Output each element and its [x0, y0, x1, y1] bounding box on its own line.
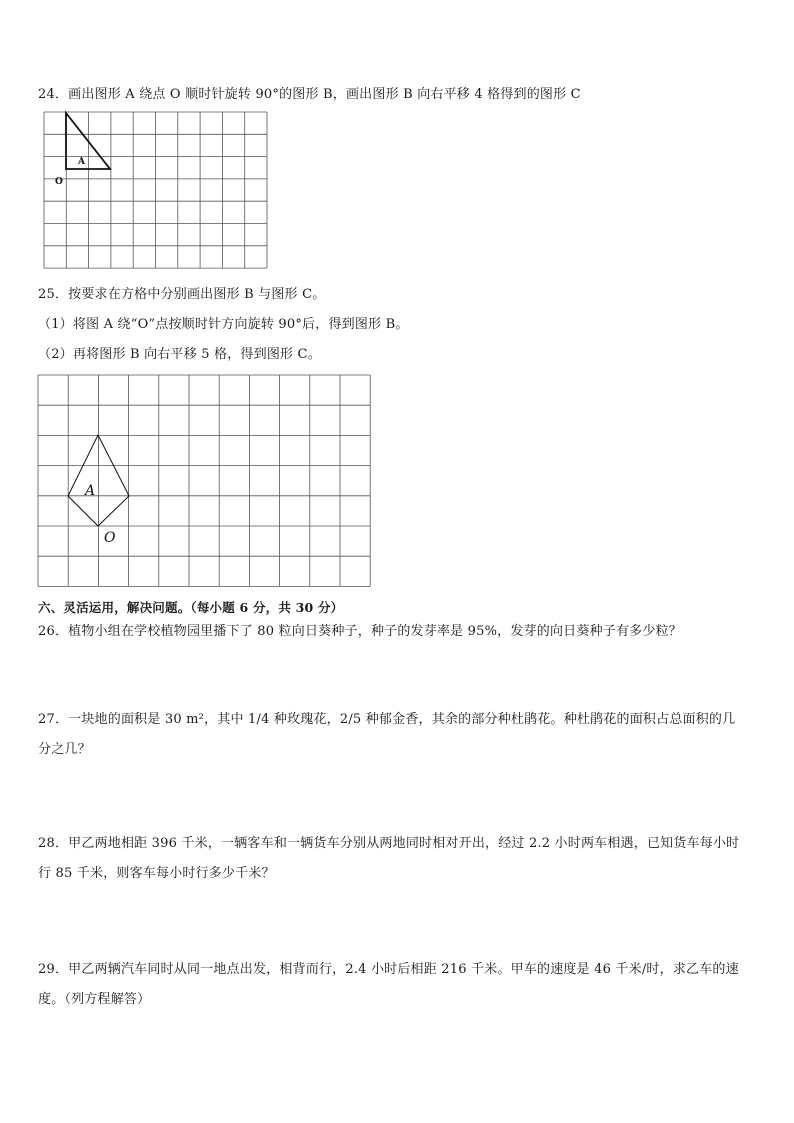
shape-a-triangle — [66, 113, 110, 169]
q24-grid-figure — [40, 110, 270, 272]
q25-grid — [38, 375, 370, 586]
q24-text: 24．画出图形 A 绕点 O 顺时针旋转 90°的图形 B，画出图形 B 向右平移 4 格得到的图形 C — [38, 87, 581, 102]
label-o: O — [104, 530, 116, 546]
label-o: O — [55, 177, 63, 187]
q25-text: 25．按要求在方格中分别画出图形 B 与图形 C。 — [38, 287, 326, 302]
q29-line1: 29．甲乙两辆汽车同时从同一地点出发，相背而行，2.4 小时后相距 216 千米。甲车的速度是 46 千米/时，求乙车的速 — [38, 962, 739, 977]
q25-grid-figure — [38, 375, 372, 588]
q28-line1: 28．甲乙两地相距 396 千米，一辆客车和一辆货车分别从两地同时相对开出，经过 2.2 小时两车相遇，已知货车每小时 — [38, 836, 740, 851]
q26-text: 26．植物小组在学校植物园里播下了 80 粒向日葵种子，种子的发芽率是 95%，发芽的向日葵种子有多少粒？ — [38, 624, 682, 639]
q24-grid — [44, 112, 267, 268]
q29-line2: 度。（列方程解答） — [38, 992, 151, 1007]
section-6-title: 六、灵活运用，解决问题。（每小题 6 分，共 30 分） — [38, 600, 344, 615]
label-a: A — [85, 483, 96, 499]
q25-sub2: （2）再将图形 B 向右平移 5 格，得到图形 C。 — [38, 347, 321, 362]
q28-line2: 行 85 千米，则客车每小时行多少千米？ — [38, 866, 275, 881]
label-a: A — [78, 157, 85, 167]
q27-line2: 分之几？ — [38, 742, 91, 757]
q27-line1: 27．一块地的面积是 30 m²，其中 1/4 种玫瑰花，2/5 种郁金香，其余的部分种杜鹃花。种杜鹃花的面积占总面积的几 — [38, 712, 736, 727]
q25-sub1: （1）将图 A 绕“O”点按顺时针方向旋转 90°后，得到图形 B。 — [38, 317, 409, 332]
